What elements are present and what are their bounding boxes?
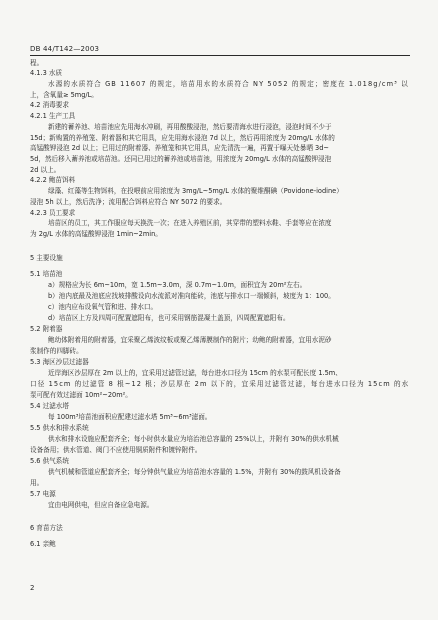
- text-line: b）池内底最及池底应找坡排酸设向水流派对准向能砖，池底与排水口一端倾斜，坡度为 1：100。: [48, 292, 335, 300]
- text-line: 15d；新购置的养殖笼、附着器和其它用具，应先用海水浸泡 7d 以上，然后再用浓度为 20mg/L 水体的: [30, 134, 335, 142]
- text-line: 设备备用；供水管道、阀门不应使用铜质附件和镀锌附件。: [30, 446, 202, 454]
- text-line: 4.2.2 鲍苗饵料: [30, 176, 76, 184]
- text-line: 鲍幼体附着用的附着器，宜采聚乙烯波纹板或聚乙烯薄膜制作的附片；幼鲍的附着器，宜用水泥砂: [48, 336, 332, 344]
- text-line: 5 主要设施: [30, 254, 63, 262]
- text-line: 4.2.3 员工要求: [30, 209, 76, 217]
- text-line: 高锰酸钾浸泡 2d 以上；已用过的附着器、养殖笼和其它用具，应先清洗一遍，再置于曝天处暴晒 3d~: [30, 144, 329, 152]
- text-line: 2d 以上。: [30, 166, 61, 174]
- text-line: 浆制作的四脚砖。: [30, 347, 83, 355]
- standard-number: DB 44/T142—2003: [30, 45, 100, 53]
- text-line: 泵可配有效过滤面 10m²~20m²。: [30, 391, 132, 399]
- header-rule: [30, 55, 410, 56]
- text-line: 4.2 消毒要求: [30, 101, 69, 109]
- text-line: 为 2g/L 水体的高锰酸钾浸泡 1min~2min。: [30, 230, 162, 238]
- text-line: 水源的水质符合 GB 11607 的规定，培苗用水的水质符合 NY 5052 的规定；密度在 1.018g/cm³ 以: [48, 80, 409, 88]
- text-line: 新建的蓄养池、培苗池应先用海水冲刷，再用酸酸浸泡，然后要清海水进行浸泡，浸泡时间不少于: [48, 123, 332, 131]
- text-line: 供水和排水设施应配套齐全；每小时供水量应为培治池总容量的 25%以上，并附有 30%的供水机械: [48, 435, 339, 443]
- text-line: 绿藻、红藻等生物饵料，在投喂前应用浓度为 3mg/L~5mg/L 水体的聚维酮碘（Povidone-iodine）: [48, 187, 343, 195]
- text-line: c）池内应布设氧气管和进、排水口。: [48, 303, 158, 311]
- text-line: 浸泡 5h 以上，然后洗净；流用配合饵料应符合 NY 5072 的要求。: [30, 198, 227, 206]
- page-number: 2: [30, 584, 35, 592]
- text-line: 6 育苗方法: [30, 524, 63, 532]
- text-line: 程。: [30, 59, 44, 67]
- text-line: 6.1 亲鲍: [30, 540, 56, 548]
- text-line: a）规格应为长 6m~10m，宽 1.5m~3.0m，深 0.7m~1.0m，面积宜为 20m²左右。: [48, 281, 307, 289]
- text-line: 近岸海区沙层厚在 2m 以上的，宜采用过滤管过滤，每台进水口径为 15cm 的水泵可配长度 1.5m、: [48, 369, 342, 377]
- text-line: 5.7 电源: [30, 490, 56, 498]
- text-line: 用。: [30, 479, 44, 487]
- text-line: d）培苗区上方及四周可配置遮阳布，也可采用钢筋混凝土盖顶，四周配置遮阳布。: [48, 314, 290, 322]
- text-line: 4.1.3 水质: [30, 69, 63, 77]
- text-line: 5.6 供气系统: [30, 457, 69, 465]
- text-line: 5d，然后移入蓄养池或培苗池。还同已用过的蓄养池或培苗池，用浓度为 20mg/L 水体的高锰酸钾浸泡: [30, 155, 332, 163]
- text-line: 5.1 培苗池: [30, 270, 63, 278]
- text-line: 上，含氧量≥ 5mg/L。: [30, 91, 98, 99]
- text-line: 供气机械和管道应配套齐全；每分钟供气量应为培苗池水容量的 1.5%，并附有 30%的鼓风机设备备: [48, 468, 341, 476]
- text-line: 每 100m³培苗池面积应配建过滤水塔 5m³~6m³滤面。: [48, 413, 212, 421]
- text-line: 口径 15cm 的过滤管 8 根~12 根；沙层厚在 2m 以下的，宜采用过滤管过滤，每台进水口径为 15cm 的水: [30, 380, 410, 388]
- text-line: 5.4 过滤水塔: [30, 402, 69, 410]
- text-line: 5.2 附着器: [30, 325, 63, 333]
- text-line: 培苗区的员工，其工作服应每天换洗一次；在进入养殖区前，其穿带的塑料水鞋、手套等应在浓度: [48, 219, 332, 227]
- text-line: 5.3 海区沙层过滤器: [30, 358, 89, 366]
- text-line: 宜由电网供电，但应自备应急电源。: [48, 501, 154, 509]
- text-line: 5.5 供水和排水系统: [30, 424, 89, 432]
- text-line: 4.2.1 生产工具: [30, 112, 76, 120]
